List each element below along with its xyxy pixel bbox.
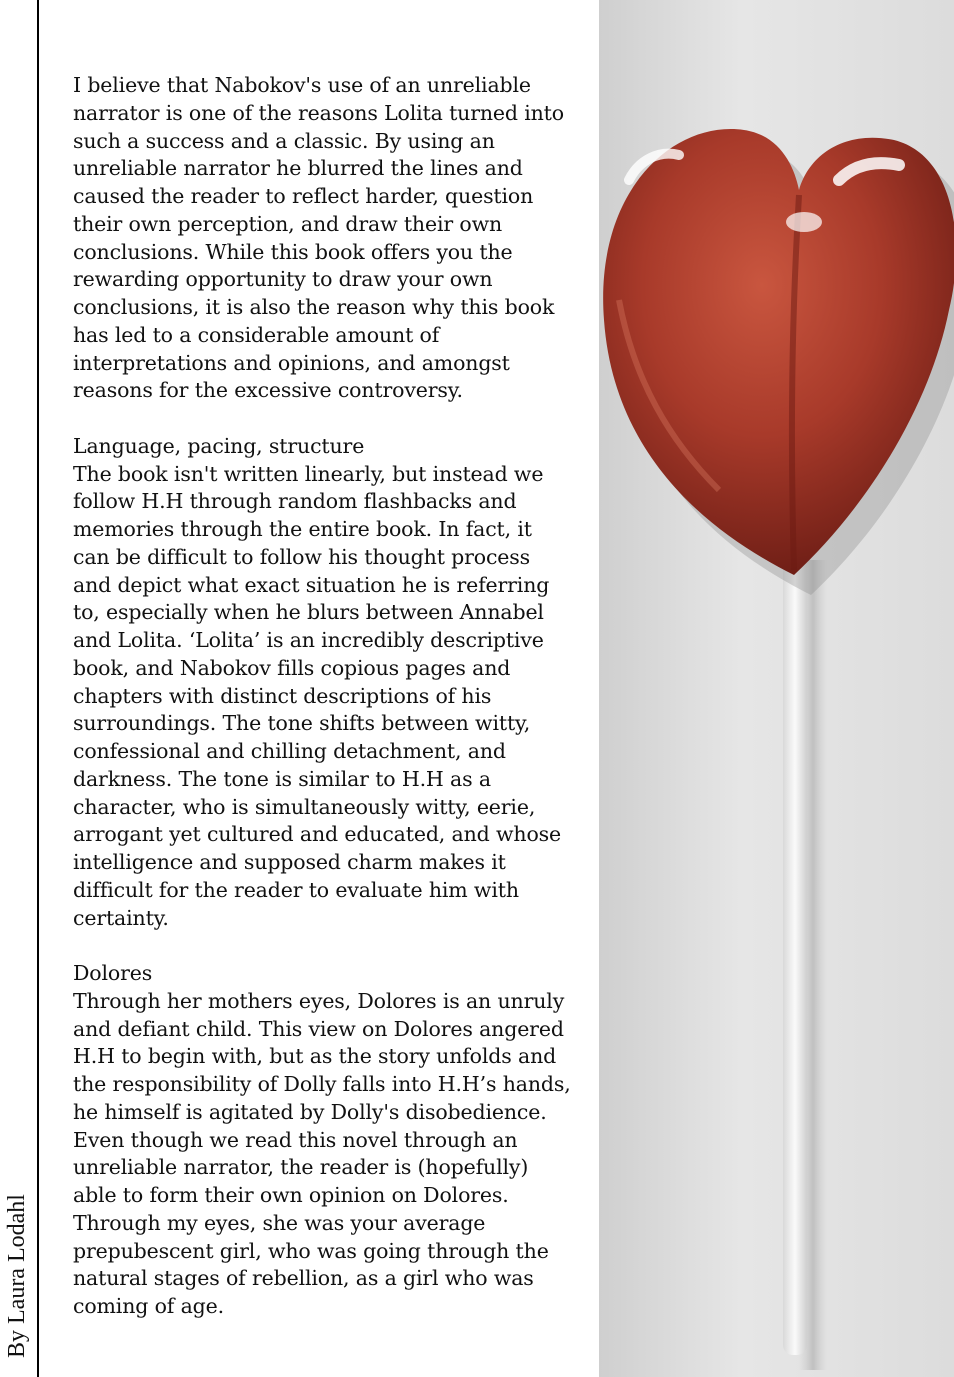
article-body [73, 72, 583, 1321]
heart-highlight-center [786, 212, 822, 232]
heart-lollipop-illustration [599, 0, 954, 1377]
heart-lollipop-image [599, 0, 954, 1377]
section-heading-dolores: Dolores [73, 961, 153, 985]
section-body-language: The book isn't written linearly, but instead we follow H.H through random flashbacks and memories through the entire book. In fact, it can be difficult to follow his thought process and depict what exact situation he is referring to, especially when he blurs between Annabel and Lolita. ‘Lolita’ is an incredibly descriptive book, and Nabokov fills copious pages and chapters with distinct descriptions of his surroundings. The tone shifts between witty, confessional and chilling detachment, and darkness. The tone is similar to H.H as a character, who is simultaneously witty, eerie, arrogant yet cultured and educated, and whose intelligence and supposed charm makes it difficult for the reader to evaluate him with certainty. [73, 461, 561, 930]
intro-paragraph: I believe that Nabokov's use of an unreliable narrator is one of the reasons Lolita turned into such a success and a classic. By using an unreliable narrator he blurred the lines and caused the reader to reflect harder, question their own perception, and draw their own conclusions. While this book offers you the rewarding opportunity to draw your own conclusions, it is also the reason why this book has led to a considerable amount of interpretations and opinions, and amongst reasons for the excessive controversy. [73, 73, 564, 403]
lollipop-stick [783, 540, 807, 1355]
section-heading-language: Language, pacing, structure [73, 433, 365, 458]
author-byline: By Laura Lodahl [4, 1194, 30, 1358]
section-body-dolores: Through her mothers eyes, Dolores is an unruly and defiant child. This view on Dolores angered H.H to begin with, but as the story unfolds and the responsibility of Dolly falls into H.H’s hands, he himself is agitated by Dolly's disobedience. Even though we read this novel through an unreliable narrator, the reader is (hopefully) able to form their own opinion on Dolores. Through my eyes, she was your average prepubescent girl, who was going through the natural stages of rebellion, as a girl who was coming of age. [73, 988, 571, 1318]
left-margin-rule [37, 0, 39, 1377]
heart-candy [603, 129, 954, 575]
